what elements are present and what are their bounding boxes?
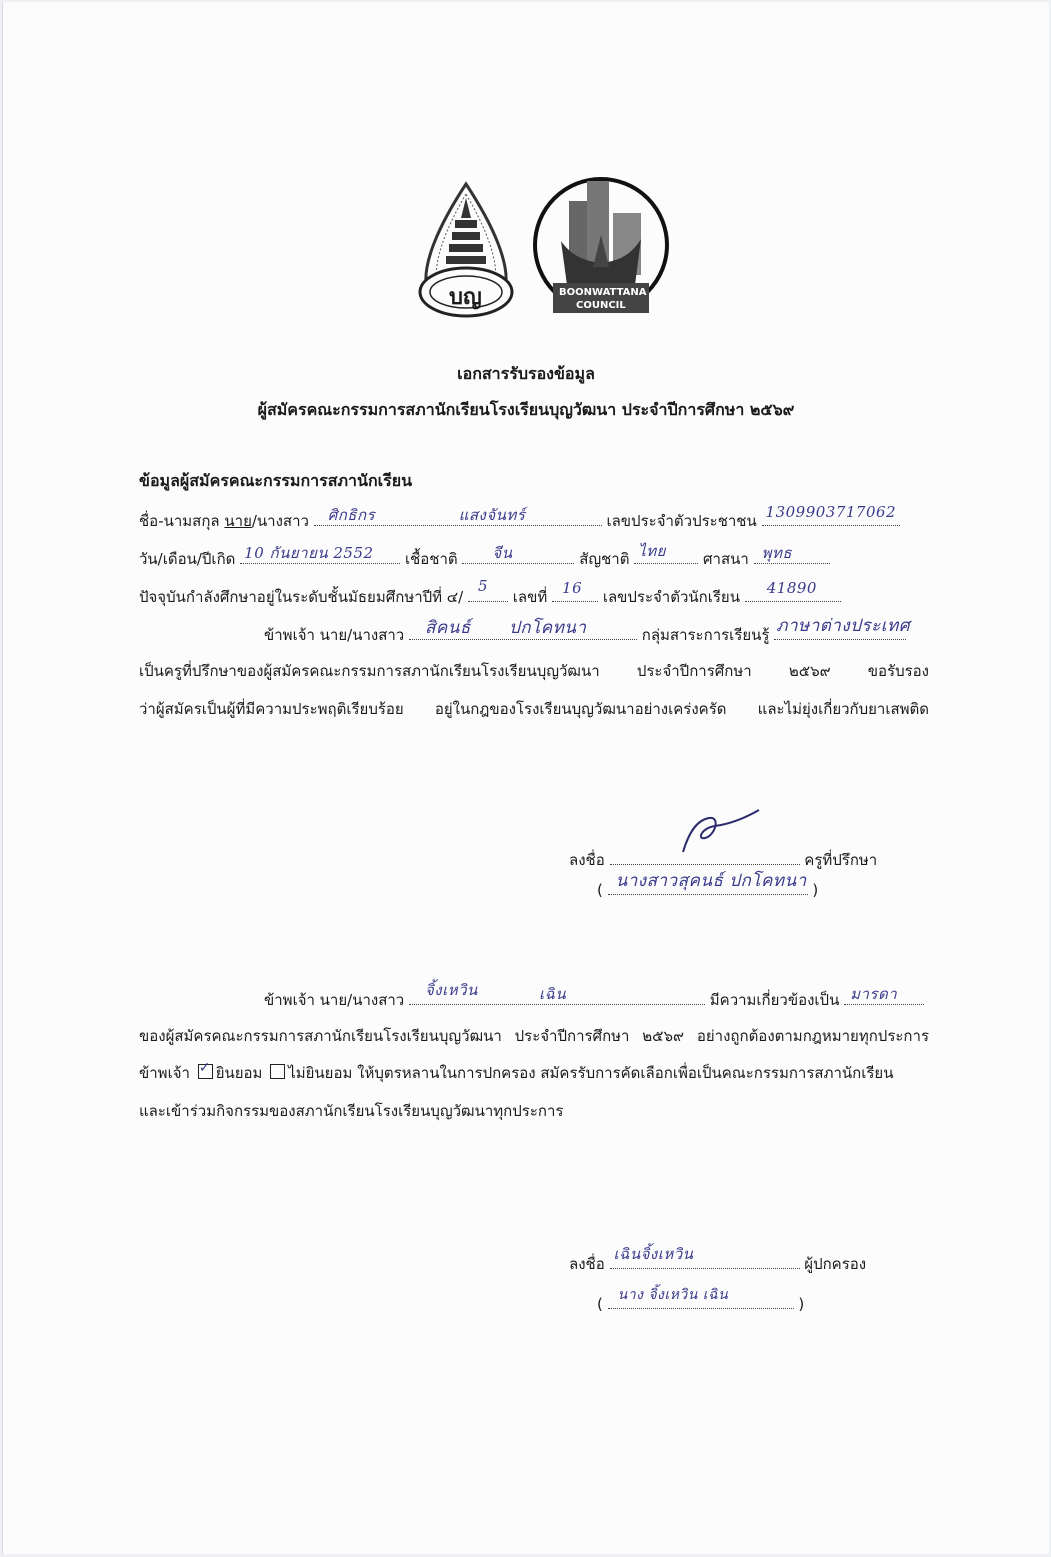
close-paren: ) — [812, 881, 819, 899]
open-paren: ( — [597, 1295, 603, 1313]
level-label: ปัจจุบันกำลังศึกษาอยู่ในระดับชั้นมัธยมศึกษาปีที่ ๔/ — [139, 588, 464, 606]
race-field — [462, 545, 574, 564]
teacher-sign-role: ครูที่ปรึกษา — [804, 851, 878, 869]
teacher-label: ข้าพเจ้า นาย/นางสาว — [264, 626, 405, 644]
relation-label: มีความเกี่ยวข้องเป็น — [709, 991, 840, 1009]
id-value: 1309903717062 — [765, 503, 897, 521]
consent-prefix: ข้าพเจ้า — [139, 1064, 190, 1082]
certification-line-2: ว่าผู้สมัครเป็นผู้ที่มีความประพฤติเรียบร้อย อยู่ในกฎของโรงเรียนบุญวัฒนาอย่างเคร่งครัด และไม่ยุ่งเกี่ยวกับยาเสพติด — [139, 700, 929, 718]
consent-line-2 — [139, 1061, 929, 1085]
student-id-label: เลขประจำตัวนักเรียน — [602, 588, 740, 606]
consent-line-3: และเข้าร่วมกิจกรรมของสภานักเรียนโรงเรียนบุญวัฒนาทุกประการ — [139, 1102, 564, 1120]
open-paren: ( — [597, 881, 603, 899]
consent-yes-checkbox[interactable] — [198, 1064, 213, 1079]
room-value: 5 — [478, 577, 489, 595]
parent-signature: เฉินจิ้งเหวิน — [613, 1245, 694, 1263]
consent-rest: ให้บุตรหลานในการปกครอง สมัครรับการคัดเลือกเพื่อเป็นคณะกรรมการสภานักเรียน — [357, 1064, 894, 1082]
parent-printed-name-row — [597, 1287, 805, 1313]
parent-name-field — [409, 981, 705, 1005]
parent-printed-name: นาง จิ้งเหวิน เฉิน — [617, 1287, 729, 1303]
document-subtitle: ผู้สมัครคณะกรรมการสภานักเรียนโรงเรียนบุญวัฒนา ประจำปีการศึกษา ๒๕๖๙ — [257, 400, 795, 419]
teacher-surname-value: ปกโคทนา — [508, 618, 587, 638]
group-value: ภาษาต่างประเทศ — [776, 616, 911, 636]
first-name-value: ศิกธิกร — [327, 506, 376, 524]
teacher-printed-name: นางสาวสุคนธ์ ปกโคทนา — [615, 871, 807, 891]
section-title: ข้อมูลผู้สมัครคณะกรรมการสภานักเรียน — [139, 471, 413, 490]
teacher-name-field — [409, 618, 637, 640]
id-field — [762, 503, 900, 526]
document-page — [2, 2, 1049, 1554]
parent-sign-label: ลงชื่อ — [569, 1255, 605, 1273]
parent-first-name: จิ้งเหวิน — [424, 981, 478, 999]
religion-label: ศาสนา — [703, 550, 749, 568]
race-label: เชื้อชาติ — [404, 550, 458, 568]
parent-last-name: เฉิน — [538, 985, 567, 1003]
race-value: จีน — [492, 544, 513, 562]
council-logo — [531, 175, 671, 315]
council-name-line2: COUNCIL — [576, 300, 626, 311]
nationality-field — [634, 542, 698, 564]
name-label: ชื่อ-นามสกุล — [139, 512, 220, 530]
last-name-value: แสงจันทร์ — [458, 506, 526, 524]
parent-sign-field — [610, 1245, 800, 1269]
group-label: กลุ่มสาระการเรียนรู้ — [641, 626, 770, 644]
class-row — [139, 577, 841, 609]
relation-field — [844, 986, 924, 1005]
relation-value: มารดา — [850, 985, 898, 1003]
dob-value: 10 กันยายน 2552 — [244, 544, 374, 562]
parent-label: ข้าพเจ้า นาย/นางสาว — [264, 991, 405, 1009]
name-field — [314, 507, 602, 526]
birth-row — [139, 542, 830, 571]
id-label: เลขประจำตัวประชาชน — [606, 512, 757, 530]
council-name-line1: BOONWATTANA — [559, 287, 647, 298]
religion-field — [754, 545, 830, 564]
student-id-field — [745, 579, 841, 602]
parent-sign-role: ผู้ปกครอง — [804, 1255, 867, 1273]
candidate-name-row — [139, 503, 900, 533]
parent-row — [264, 981, 924, 1012]
teacher-name-value: สิคนธ์ — [424, 618, 471, 638]
parent-printed-field — [608, 1287, 794, 1309]
dob-field — [240, 545, 400, 564]
number-field — [552, 579, 598, 602]
consent-line-1: ของผู้สมัครคณะกรรมการสภานักเรียนโรงเรียนบุญวัฒนา ประจำปีการศึกษา ๒๕๖๙ อย่างถูกต้องตามกฎหมายทุกประการ — [139, 1027, 929, 1045]
religion-value: พุทธ — [761, 544, 793, 562]
group-field — [774, 616, 911, 640]
certification-line-1: เป็นครูที่ปรึกษาของผู้สมัครคณะกรรมการสภานักเรียนโรงเรียนบุญวัฒนา ประจำปีการศึกษา ๒๕๖๙ ขอรับรอง — [139, 662, 929, 680]
teacher-sign-label: ลงชื่อ — [569, 851, 605, 869]
number-value: 16 — [562, 579, 583, 597]
parent-signature-row — [569, 1245, 867, 1276]
prefix-selected: นาย — [224, 512, 252, 530]
teacher-row — [264, 616, 911, 647]
nationality-label: สัญชาติ — [579, 550, 630, 568]
number-label: เลขที่ — [512, 588, 548, 606]
teacher-printed-name-row — [597, 871, 819, 899]
teacher-sign-field — [610, 846, 800, 865]
consent-yes-label: ยินยอม — [215, 1064, 263, 1082]
prefix-rest: /นางสาว — [251, 512, 309, 530]
student-id-value: 41890 — [766, 579, 817, 597]
school-monogram: บญ — [449, 285, 482, 310]
school-logo — [411, 180, 521, 320]
close-paren: ) — [798, 1295, 805, 1313]
consent-no-checkbox[interactable] — [270, 1064, 285, 1079]
document-title: เอกสารรับรองข้อมูล — [457, 364, 595, 383]
teacher-printed-field — [608, 871, 808, 895]
dob-label: วัน/เดือน/ปีเกิด — [139, 550, 236, 568]
nationality-value: ไทย — [638, 542, 666, 560]
room-field — [468, 577, 508, 602]
consent-no-label: ไม่ยินยอม — [288, 1064, 353, 1082]
